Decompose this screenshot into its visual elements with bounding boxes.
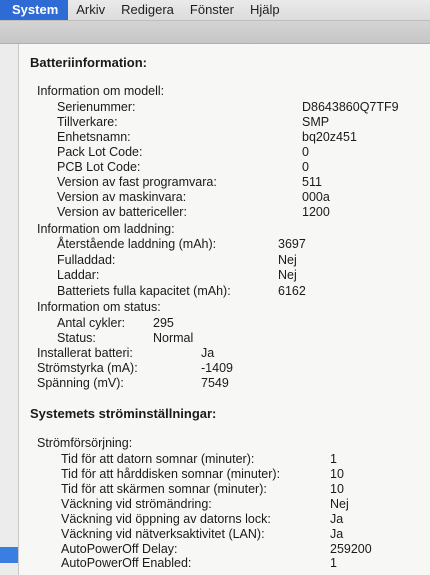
row-label: Tid för att datorn somnar (minuter): [61,452,255,466]
row-label: Tid för att skärmen somnar (minuter): [61,482,267,496]
row-value: 511 [302,175,322,189]
row-value: 10 [330,467,344,481]
row-label: Strömstyrka (mA): [37,361,138,375]
row-value: 7549 [201,376,229,390]
row-label: PCB Lot Code: [57,160,141,174]
row-label: Tid för att hårddisken somnar (minuter): [61,467,281,481]
row-label: Pack Lot Code: [57,145,143,159]
row-value: Normal [153,331,194,345]
row-label: Spänning (mV): [37,376,124,390]
row-value: 000a [302,190,330,204]
row-label: Väckning vid nätverksaktivitet (LAN): [61,527,265,541]
row-label: Batteriets fulla kapacitet (mAh): [57,284,231,298]
row-label: Väckning vid öppning av datorns lock: [61,512,271,526]
model-info-heading: Information om modell: [37,84,165,98]
row-value: bq20z451 [302,130,357,144]
row-value: Ja [201,346,215,360]
menu-hjalp[interactable]: Hjälp [249,2,280,17]
row-value: 10 [330,482,344,496]
row-label: Antal cykler: [57,316,126,330]
row-value: Nej [278,268,297,282]
row-label: Återstående laddning (mAh): [57,237,217,251]
row-label: Version av battericeller: [57,205,187,219]
row-label: Tillverkare: [57,115,118,129]
row-value: 1 [330,452,337,466]
menu-system[interactable]: System [0,0,68,20]
row-label: Fulladdad: [57,253,116,267]
sidebar-selected-item[interactable] [0,547,18,563]
menu-bar [0,0,430,21]
row-label: Version av fast programvara: [57,175,217,189]
row-label: Enhetsnamn: [57,130,131,144]
row-value: 295 [153,316,174,330]
row-label: Installerat batteri: [37,346,133,360]
row-label: Serienummer: [57,100,136,114]
row-label: Status: [57,331,96,345]
row-value: Ja [330,512,344,526]
row-label: AutoPowerOff Delay: [61,542,178,556]
row-value: Nej [278,253,297,267]
battery-info-title: Batteriinformation: [30,55,147,70]
row-value: 3697 [278,237,306,251]
menu-fonster[interactable]: Fönster [189,2,234,17]
row-value: D8643860Q7TF9 [302,100,399,114]
row-value: Ja [330,527,344,541]
status-info-heading: Information om status: [37,300,161,314]
row-label: Laddar: [57,268,100,282]
power-supply-heading: Strömförsörjning: [37,436,133,450]
row-value: 0 [302,145,309,159]
power-settings-title: Systemets ströminställningar: [30,406,217,421]
sidebar[interactable] [0,44,19,575]
row-label: Väckning vid strömändring: [61,497,212,511]
row-value: Nej [330,497,349,511]
row-label: Version av maskinvara: [57,190,187,204]
row-value: -1409 [201,361,233,375]
row-value: 0 [302,160,309,174]
row-value: 1200 [302,205,330,219]
menu-arkiv[interactable]: Arkiv [76,2,106,17]
row-value: SMP [302,115,330,129]
detail-pane [19,44,430,575]
window-toolbar [0,21,430,44]
row-label: AutoPowerOff Enabled: [61,556,192,570]
menu-redigera[interactable]: Redigera [121,2,174,17]
row-value: 1 [330,556,337,570]
row-value: 6162 [278,284,306,298]
row-value: 259200 [330,542,372,556]
charge-info-heading: Information om laddning: [37,222,175,236]
